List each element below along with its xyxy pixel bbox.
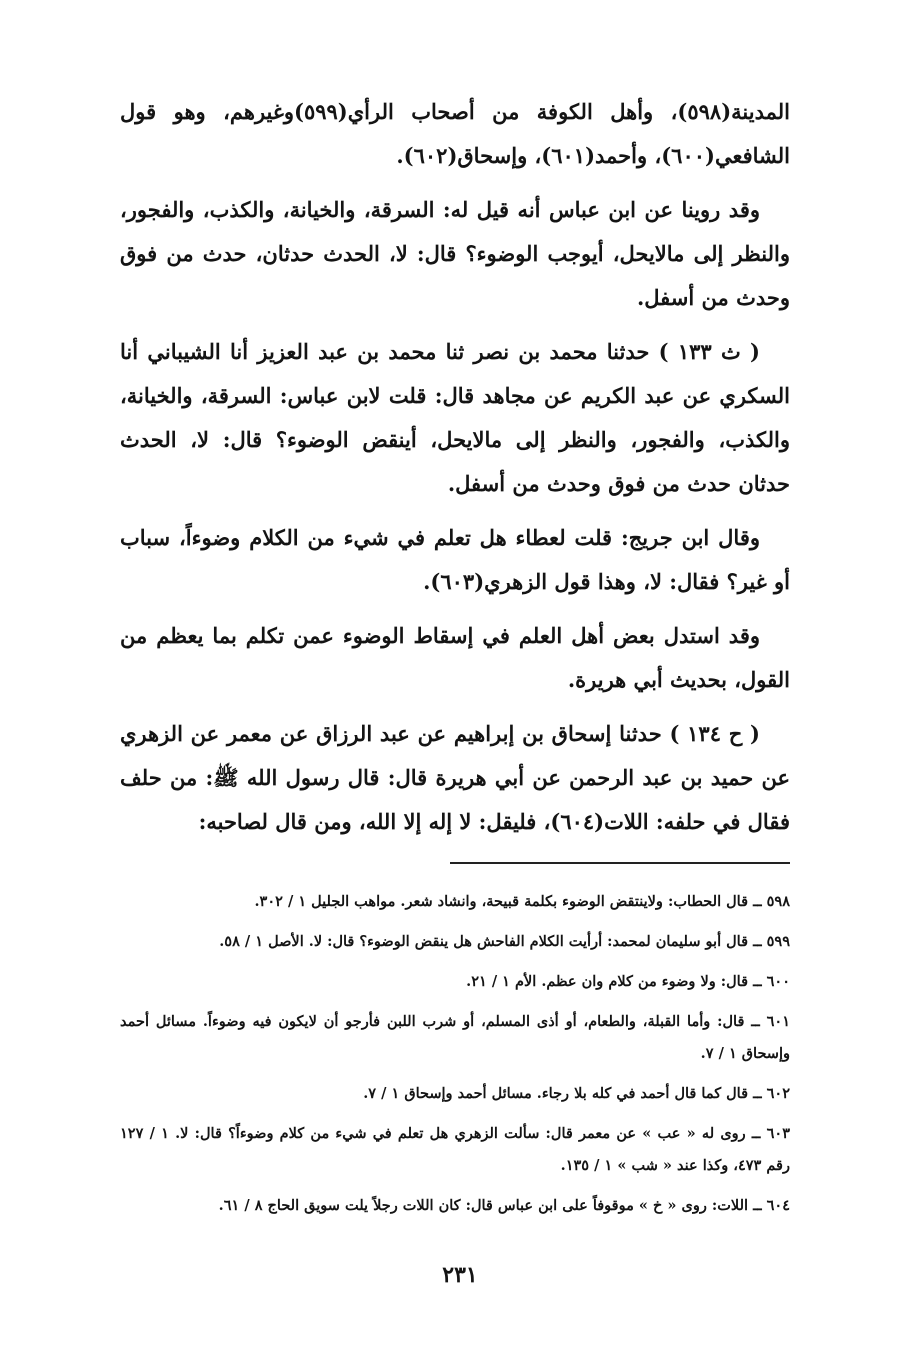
paragraph-4: وقال ابن جريج: قلت لعطاء هل تعلم في شيء من الكلام وضوءاً، سباب أو غير؟ فقال: لا، وهذا قول الزهري(٦٠٣). (120, 525, 790, 594)
page-number: ٢٣١ (442, 1262, 478, 1288)
footnote-604: ٦٠٤ ــ اللات: روى « خ » موقوفاً على ابن عباس قال: كان اللات رجلاً يلت سويق الحاج ٨ / ٦١. (218, 1197, 790, 1214)
footnote-600: ٦٠٠ ــ قال: ولا وضوء من كلام وان عظم. الأم ١ / ٢١. (466, 973, 790, 990)
footnotes (120, 886, 790, 1222)
footnote-separator (450, 862, 790, 864)
paragraph-6-hadith-134: ( ح ١٣٤ ) حدثنا إسحاق بن إبراهيم عن عبد الرزاق عن معمر عن الزهري عن حميد بن عبد الرحمن عن أبي هريرة قال: قال رسول الله ﷺ: من حلف فقال في حلفه: اللات(٦٠٤)، فليقل: لا إله إلا الله، ومن قال لصاحبه: (120, 721, 790, 834)
footnote-602: ٦٠٢ ــ قال كما قال أحمد في كله بلا رجاء. مسائل أحمد وإسحاق ١ / ٧. (363, 1085, 790, 1102)
paragraph-2: وقد روينا عن ابن عباس أنه قيل له: السرقة، والخيانة، والكذب، والفجور، والنظر إلى مالايحل، أيوجب الوضوء؟ قال: لا، الحدث حدثان، حدث من فوق وحدث من أسفل. (120, 197, 790, 310)
paragraph-5: وقد استدل بعض أهل العلم في إسقاط الوضوء عمن تكلم بما يعظم من القول، بحديث أبي هريرة. (120, 623, 790, 692)
paragraph-1: المدينة(٥٩٨)، وأهل الكوفة من أصحاب الرأي(٥٩٩)وغيرهم، وهو قول الشافعي(٦٠٠)، وأحمد(٦٠١)، وإسحاق(٦٠٢). (120, 99, 790, 168)
main-text (120, 90, 790, 844)
footnote-603: ٦٠٣ ــ روى له « عب » عن معمر قال: سألت الزهري هل تعلم في شيء من كلام وضوءاً؟ قال: لا. ١ / ١٢٧ رقم ٤٧٣، وكذا عند « شب » ١ / ١٣٥. (120, 1125, 790, 1174)
footnote-599: ٥٩٩ ــ قال أبو سليمان لمحمد: أرأيت الكلام الفاحش هل ينقض الوضوء؟ قال: لا. الأصل ١ / ٥٨. (219, 933, 790, 950)
document-page (120, 90, 790, 1230)
footnote-601: ٦٠١ ــ قال: وأما القبلة، والطعام، أو أذى المسلم، أو شرب اللبن فأرجو أن لايكون فيه وضوءاً. مسائل أحمد وإسحاق ١ / ٧. (120, 1013, 790, 1062)
paragraph-3-athar-133: ( ث ١٣٣ ) حدثنا محمد بن نصر ثنا محمد بن عبد العزيز أنا الشيباني أنا السكري عن عبد الكريم عن مجاهد قال: قلت لابن عباس: السرقة، والخيانة، والكذب، والفجور، والنظر إلى مالايحل، أينقض الوضوء؟ قال: لا، الحدث حدثان حدث من فوق وحدث من أسفل. (120, 339, 790, 496)
footnote-598: ٥٩٨ ــ قال الحطاب: ولاينتقض الوضوء بكلمة قبيحة، وانشاد شعر. مواهب الجليل ١ / ٣٠٢. (254, 893, 790, 910)
